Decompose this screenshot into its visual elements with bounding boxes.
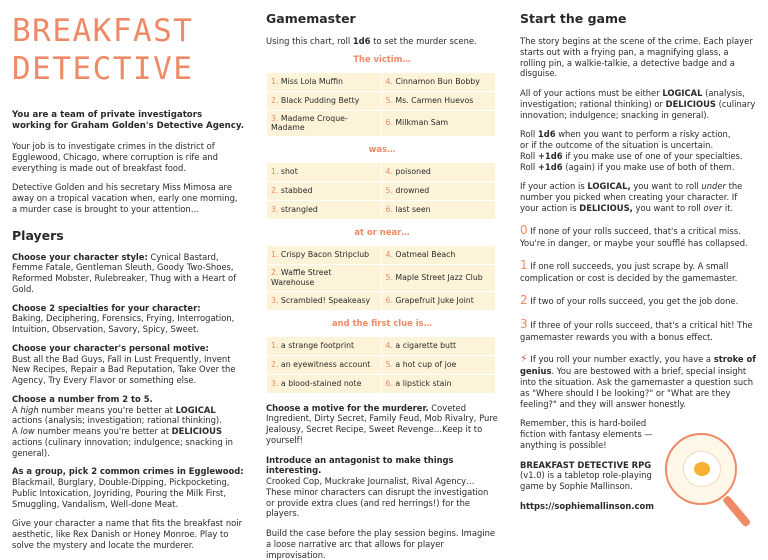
players-heading: Players [12,227,64,243]
build-paragraph: Build the case before the play session begins. Imagine a loose narrative arc that allows for player improvisation. [266,528,496,560]
middle-column [266,0,498,560]
credit-paragraph: BREAKFAST DETECTIVE RPG (v1.0) is a tabletop role-playing game by Sophie Mallinson. [520,459,652,492]
gamemaster-heading: Gamemaster [266,11,356,26]
stroke-of-genius: ⚡ If you roll your number exactly, you have a stroke of genius. You are bestowed with a brief, special insight into the situation. Ask the gamemaster a question such as "Where should I be looking?" or "What are they feeling?" and they will answer honestly. [520,352,756,409]
roll-result: a blood-stained note [278,378,362,388]
roll-table [266,72,496,138]
table-cell [381,72,496,91]
roll-number: 6. [385,378,393,388]
style-section: Choose your character style: Cynical Bastard, Femme Fatale, Gentleman Sleuth, Goody Two-Shoes, Reformed Mobster, Rulebreaker, Thug with a Heart of Gold. [12,251,237,294]
logo [12,12,244,88]
table-cell [267,264,382,291]
roll-number: 6. [385,295,393,305]
roll-result: Ms. Carmen Huevos [392,95,474,105]
roll-number: 4. [385,249,393,259]
table-cell [267,245,382,264]
table-cell [267,336,382,355]
table-cell [267,110,382,137]
table-cell [381,264,496,291]
table-cell [267,72,382,91]
roll-result: a hot cup of joe [392,359,457,369]
yolk-icon [694,462,710,476]
table-cell [267,374,382,393]
table-title: The victim… [353,53,411,64]
roll-rules: Roll 1d6 when you want to perform a risky action, or if the outcome of the situation is uncertain. Roll +1d6 if you make use of one of your specialties. Roll +1d6 (again) if you make use of both of them. [520,129,743,172]
under-over-paragraph: If your action is LOGICAL, you want to roll under the number you picked when creating your character. If your action is DELICIOUS, you want to roll over it. [520,181,743,213]
roll-number: 5. [385,272,393,282]
chart-intro: Using this chart, roll 1d6 to set the murder scene. [266,36,477,46]
table-cell [267,291,382,310]
roll-number: 1. [271,167,279,177]
roll-number: 6. [385,205,393,215]
table-row [267,110,496,137]
roll-result: drowned [392,186,430,196]
table-row [267,91,496,110]
roll-result: a cigarette butt [392,340,457,350]
table-cell [381,91,496,110]
roll-number: 4. [385,340,393,350]
roll-result: Milkman Sam [392,118,449,128]
table-row [267,201,496,220]
table-cell [381,374,496,393]
logo-line-1: BREAKFAST [12,13,194,49]
roll-number: 4. [385,167,393,177]
roll-table [266,245,496,311]
name-paragraph: Give your character a name that fits the breakfast noir aesthetic, like Rex Danish or Honey Monroe. Play to solve the mystery and locate the murderer. [12,518,243,550]
roll-result: stabbed [278,186,313,196]
roll-number: 5. [385,95,393,105]
roll-result: Maple Street Jazz Club [392,272,483,282]
roll-number: 1. [271,249,279,259]
table-cell [381,110,496,137]
roll-number: 2. [271,95,279,105]
roll-result: an eyewitness account [278,359,371,369]
table-row [267,245,496,264]
specialties-section: Choose 2 specialties for your character: Baking, Deciphering, Forensics, Frying, Interrogation, Intuition, Observation, Savory, Spicy, Sweet. [12,302,235,334]
roll-number: 1. [271,76,279,86]
roll-result: Black Pudding Betty [278,95,360,105]
left-column [12,0,244,551]
result-zero: 0 If none of your rolls succeed, that's a critical miss. You're in danger, or maybe your soufflé has collapsed. [520,222,748,248]
table-row [267,264,496,291]
table-cell [381,291,496,310]
table-cell [267,163,382,182]
result-three: 3 If three of your rolls succeed, that's a critical hit! The gamemaster rewards you with a bonus effect. [520,317,753,343]
roll-result: strangled [278,205,318,215]
roll-number: 5. [385,186,393,196]
actions-paragraph: All of your actions must be either LOGICAL (analysis, investigation; rational thinking) or DELICIOUS (culinary innovation; indulgence; snacking in general). [520,88,756,120]
table-cell [381,245,496,264]
table-cell [381,355,496,374]
logo-line-2: DETECTIVE [12,51,194,87]
roll-result: Miss Lola Muffin [278,76,343,86]
remember-paragraph: Remember, this is hard-boiled fiction with fantasy elements — anything is possible! [520,418,653,450]
table-row [267,336,496,355]
roll-number: 4. [385,76,393,86]
table-title: and the first clue is… [332,317,432,328]
table-row [267,182,496,201]
murderer-motive: Choose a motive for the murderer. Coveted Ingredient, Dirty Secret, Family Feud, Mob Rivalry, Pure Jealousy, Secret Recipe, Sweet Revenge…Keep it to yourself! [266,402,498,445]
start-heading: Start the game [520,11,627,26]
job-paragraph: Your job is to investigate crimes in the district of Egglewood, Chicago, where corruption is rife and everything is made out of breakfast food. [12,141,218,173]
table-cell [267,201,382,220]
table-row [267,374,496,393]
intro-text: You are a team of private investigators working for Graham Golden's Detective Agency. [12,110,244,131]
roll-result: a strange footprint [278,340,355,350]
result-two: 2 If two of your rolls succeed, you get the job done. [520,292,739,307]
motive-section: Choose your character's personal motive: Bust all the Bad Guys, Fall in Lust Frequently, Invent New Recipes, Repair a Bad Reputation, Take Over the Agency, Try Every Flavor or something else. [12,342,236,385]
lightning-icon: ⚡ [520,352,528,366]
author-link[interactable]: https://sophiemallinson.com [520,500,654,511]
table-row [267,163,496,182]
roll-result: a lipstick stain [392,378,452,388]
roll-result: poisoned [392,167,431,177]
roll-number: 2. [271,359,279,369]
roll-number: 6. [385,118,393,128]
roll-number: 3. [271,378,279,388]
roll-number: 3. [271,205,279,215]
table-cell [381,163,496,182]
roll-number: 3. [271,113,279,123]
murder-scene-tables [266,54,498,394]
table-title: at or near… [354,227,410,238]
roll-result: Cinnamon Bun Bobby [392,76,480,86]
table-cell [381,182,496,201]
roll-number: 3. [271,295,279,305]
table-cell [267,355,382,374]
roll-result: Grapefruit Juke Joint [392,295,474,305]
roll-result: shot [278,167,298,177]
roll-result: last seen [392,205,431,215]
roll-number: 2. [271,186,279,196]
roll-number: 1. [271,340,279,350]
table-row [267,355,496,374]
table-title: was… [368,144,396,155]
result-one: 1 If one roll succeeds, you just scrape by. A small complication or cost is decided by the gamemaster. [520,257,738,283]
roll-table [266,336,496,394]
table-cell [381,201,496,220]
table-cell [381,336,496,355]
story-paragraph: Detective Golden and his secretary Miss Mimosa are away on a tropical vacation when, early one morning, a murder case is brought to your attention… [12,182,238,214]
table-row [267,291,496,310]
roll-result: Crispy Bacon Stripclub [278,249,370,259]
roll-number: 2. [271,267,279,277]
crimes-section: As a group, pick 2 common crimes in Egglewood: Blackmail, Burglary, Double-Dipping, Pickpocketing, Public Intoxication, Joyriding, Pouring the Milk First, Smuggling, Vandalism, Well-done Meat. [12,466,244,509]
roll-result: Oatmeal Beach [392,249,456,259]
roll-result: Madame Croque-Madame [271,113,348,133]
roll-table [266,162,496,220]
start-paragraph: The story begins at the scene of the crime. Each player starts out with a frying pan, a magnifying glass, a rolling pin, a walkie-talkie, a detective badge and a disguise. [520,36,753,79]
right-column [520,0,756,512]
table-cell [267,91,382,110]
roll-result: Scrambled! Speakeasy [278,295,371,305]
table-row [267,72,496,91]
roll-result: Waffle Street Warehouse [271,267,332,287]
antagonist-paragraph: Introduce an antagonist to make things interesting. Crooked Cop, Muckrake Journalist, Rival Agency… These minor characters can disrupt the investigation or provide extra clues (and red herrings!) for the players. [266,454,489,519]
number-section: Choose a number from 2 to 5. A high number means you're better at LOGICAL actions (analysis; investigation; rational thinking). A low number means you're better at DELICIOUS actions (culinary innovation; indulgence; snacking in general). [12,393,233,458]
table-cell [267,182,382,201]
roll-number: 5. [385,359,393,369]
